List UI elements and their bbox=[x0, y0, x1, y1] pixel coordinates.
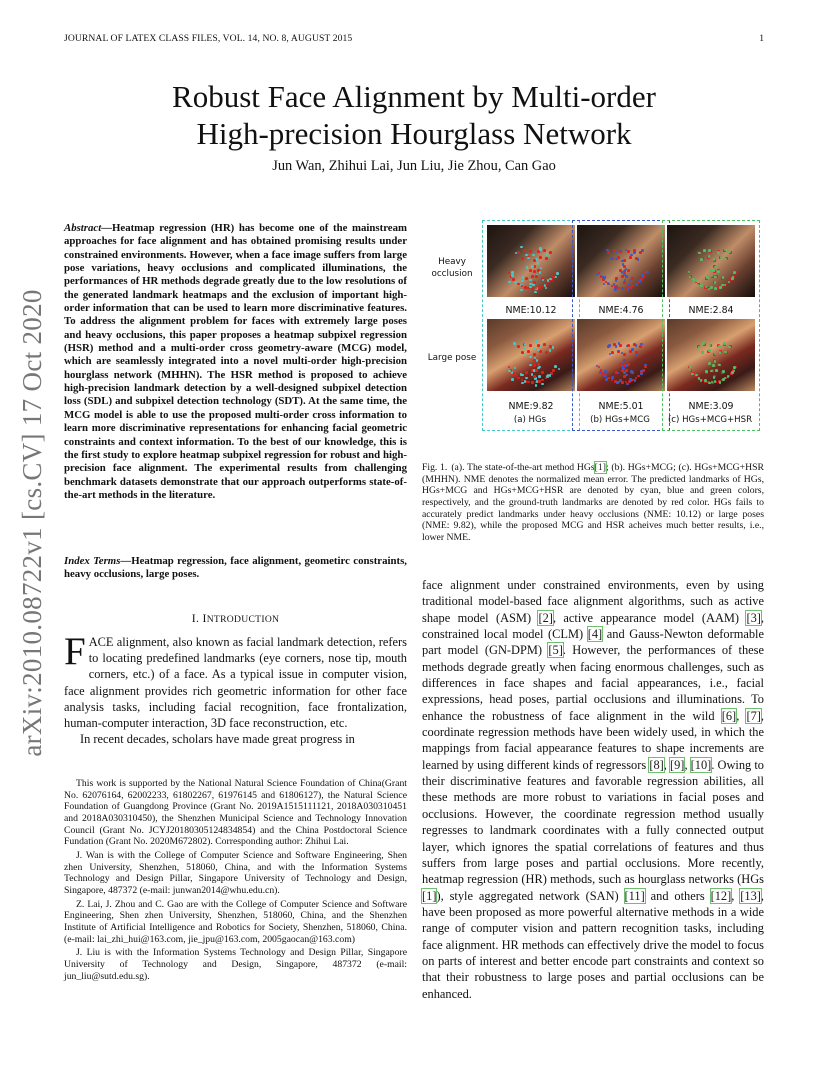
predicted-landmark bbox=[529, 364, 532, 367]
figure-caption bbox=[422, 462, 764, 544]
face-image-pose-hsr bbox=[667, 319, 755, 391]
citation-link[interactable]: [10] bbox=[690, 757, 712, 772]
ground-truth-landmark bbox=[527, 350, 530, 353]
predicted-landmark bbox=[714, 287, 717, 290]
running-header: JOURNAL OF LATEX CLASS FILES, VOL. 14, NO. 8, AUGUST 2015 bbox=[64, 33, 353, 44]
ground-truth-landmark bbox=[535, 275, 538, 278]
ground-truth-landmark bbox=[531, 381, 534, 384]
predicted-landmark bbox=[714, 360, 717, 363]
predicted-landmark bbox=[627, 288, 630, 291]
predicted-landmark bbox=[710, 370, 713, 373]
column-label-c: (c) HGs+MCG+HSR bbox=[667, 415, 753, 425]
predicted-landmark bbox=[529, 279, 532, 282]
face-image-pose-mcg bbox=[577, 319, 665, 391]
ground-truth-landmark bbox=[533, 281, 536, 284]
title-line-2: High-precision Hourglass Network bbox=[196, 116, 632, 151]
predicted-landmark bbox=[713, 376, 716, 379]
predicted-landmark bbox=[547, 279, 550, 282]
ground-truth-landmark bbox=[541, 379, 544, 382]
ground-truth-landmark bbox=[512, 278, 515, 281]
page-number: 1 bbox=[759, 33, 764, 44]
nme-label: NME:2.84 bbox=[688, 305, 734, 316]
predicted-landmark bbox=[534, 291, 537, 294]
predicted-landmark bbox=[615, 279, 618, 282]
predicted-landmark bbox=[708, 249, 711, 252]
ground-truth-landmark bbox=[644, 366, 647, 369]
ground-truth-landmark bbox=[529, 250, 532, 253]
predicted-landmark bbox=[646, 271, 649, 274]
predicted-landmark bbox=[717, 270, 720, 273]
predicted-landmark bbox=[720, 256, 723, 259]
nme-label: NME:5.01 bbox=[598, 401, 644, 412]
predicted-landmark bbox=[620, 250, 623, 253]
predicted-landmark bbox=[626, 383, 629, 386]
predicted-landmark bbox=[697, 284, 700, 287]
predicted-landmark bbox=[637, 258, 640, 261]
ground-truth-landmark bbox=[629, 256, 632, 259]
footnote-liu: J. Liu is with the Information Systems Technology and Design Pillar, Singapore University of Technology and Design, Singapore, 487372 (e-mail: jun_liu@sutd.edu.sg). bbox=[64, 947, 407, 982]
predicted-landmark bbox=[698, 377, 701, 380]
predicted-landmark bbox=[719, 381, 722, 384]
column-label-b: (b) HGs+MCG bbox=[590, 415, 650, 425]
predicted-landmark bbox=[704, 379, 707, 382]
ground-truth-landmark bbox=[623, 353, 626, 356]
predicted-landmark bbox=[714, 276, 717, 279]
predicted-landmark bbox=[540, 345, 543, 348]
abstract-label: Abstract bbox=[64, 222, 102, 234]
predicted-landmark bbox=[532, 254, 535, 257]
index-terms-label: Index Terms bbox=[64, 555, 121, 567]
section-heading bbox=[64, 611, 407, 626]
abstract-text: —Heatmap regression (HR) has become one of the mainstream approaches for face alignment and has obtained promising results under constrained environments. However, when a face image suffers from large pose variations, heavy occlusions and complicated illuminations, the performances of HR methods degrade greatly due to the low resolutions of the generated landmark heatmaps and the exclusion of important high-order information that can be used to learn more discriminative features. To address the alignment problem for faces with extremely large poses and heavy occlusions, this paper proposes a heatmap subpixel regression (HSR) method and a multi-order cross geometry-aware (MCG) model, which are seamlessly integrated into a novel multi-order high-precision hourglass network (MHHN). The HSR method is proposed to achieve high-precision landmark detection by a well-designed subpixel detection loss (SDL) and subpixel detection technology (SDT). At the same time, the MCG model is able to use the proposed multi-order cross information to learn more discriminative representations for enhancing facial geometric constraints and context information. To the best of our knowledge, this is the first study to explore heatmap subpixel regression for robust and high-precision face alignment. The experimental results from challenging benchmark datasets demonstrate that our approach outperforms state-of-the-art methods in the literature. bbox=[64, 222, 407, 501]
predicted-landmark bbox=[537, 349, 540, 352]
nme-label: NME:9.82 bbox=[508, 401, 554, 412]
nme-label: NME:3.09 bbox=[688, 401, 734, 412]
predicted-landmark bbox=[527, 257, 530, 260]
ground-truth-landmark bbox=[529, 269, 532, 272]
predicted-landmark bbox=[722, 276, 725, 279]
predicted-landmark bbox=[538, 375, 541, 378]
predicted-landmark bbox=[703, 249, 706, 252]
ground-truth-landmark bbox=[611, 379, 614, 382]
caption-text-1: (a). The state-of-the-art method HGs bbox=[451, 462, 595, 473]
predicted-landmark bbox=[708, 349, 711, 352]
predicted-landmark bbox=[629, 379, 632, 382]
predicted-landmark bbox=[535, 384, 538, 387]
citation-link[interactable]: [6] bbox=[721, 708, 737, 723]
predicted-landmark bbox=[542, 279, 545, 282]
predicted-landmark bbox=[549, 374, 552, 377]
predicted-landmark bbox=[604, 370, 607, 373]
predicted-landmark bbox=[616, 381, 619, 384]
predicted-landmark bbox=[712, 364, 715, 367]
predicted-landmark bbox=[615, 345, 618, 348]
predicted-landmark bbox=[689, 276, 692, 279]
predicted-landmark bbox=[709, 344, 712, 347]
predicted-landmark bbox=[698, 252, 701, 255]
predicted-landmark bbox=[731, 371, 734, 374]
predicted-landmark bbox=[715, 369, 718, 372]
predicted-landmark bbox=[700, 379, 703, 382]
ground-truth-landmark bbox=[639, 345, 642, 348]
ground-truth-landmark bbox=[538, 380, 541, 383]
predicted-landmark bbox=[689, 365, 692, 368]
predicted-landmark bbox=[702, 342, 705, 345]
predicted-landmark bbox=[719, 351, 722, 354]
predicted-landmark bbox=[599, 371, 602, 374]
intro-para-1-text: alignment, also known as facial landmark detection, refers to locating predefined landmarks (eye corners, nose tip, mouth corners, etc.) of a face. As a typical issue in computer vision, face alignment provides rich geometric information for other face analysis tasks, including facial recognition, face frontalization, human-computer interaction, 3D face reconstruction, etc. bbox=[64, 635, 407, 731]
predicted-landmark bbox=[718, 364, 721, 367]
predicted-landmark bbox=[549, 349, 552, 352]
ground-truth-landmark bbox=[535, 369, 538, 372]
predicted-landmark bbox=[705, 370, 708, 373]
footnotes bbox=[64, 778, 407, 984]
predicted-landmark bbox=[524, 354, 527, 357]
predicted-landmark bbox=[733, 271, 736, 274]
ground-truth-landmark bbox=[539, 256, 542, 259]
predicted-landmark bbox=[508, 370, 511, 373]
predicted-landmark bbox=[531, 373, 534, 376]
citation-link[interactable]: [1] bbox=[594, 462, 606, 473]
predicted-landmark bbox=[626, 345, 629, 348]
predicted-landmark bbox=[596, 273, 599, 276]
ground-truth-landmark bbox=[533, 353, 536, 356]
citation-link[interactable]: [12] bbox=[710, 888, 732, 903]
predicted-landmark bbox=[524, 380, 527, 383]
predicted-landmark bbox=[540, 267, 543, 270]
predicted-landmark bbox=[552, 346, 555, 349]
citation-link[interactable]: [7] bbox=[746, 708, 761, 723]
predicted-landmark bbox=[548, 255, 551, 258]
predicted-landmark bbox=[607, 282, 610, 285]
intro-lead: ACE bbox=[88, 635, 114, 649]
predicted-landmark bbox=[706, 276, 709, 279]
predicted-landmark bbox=[605, 378, 608, 381]
predicted-landmark bbox=[511, 274, 514, 277]
predicted-landmark bbox=[723, 342, 726, 345]
caption-label: Fig. 1. bbox=[422, 462, 448, 473]
figure-column-mcg bbox=[572, 220, 670, 431]
predicted-landmark bbox=[522, 276, 525, 279]
ground-truth-landmark bbox=[552, 275, 555, 278]
citation-link[interactable]: [5] bbox=[548, 643, 563, 658]
predicted-landmark bbox=[618, 342, 621, 345]
predicted-landmark bbox=[603, 283, 606, 286]
abstract bbox=[64, 222, 407, 502]
footnote-wan: J. Wan is with the College of Computer Science and Software Engineering, Shen zhen University, Shenzhen, 518060, China, and with the Information Systems Technology and Design Pillar, Singapore University of Technology and Design, Singapore, 487372 (e-mail: junwan2014@whu.edu.cn). bbox=[64, 849, 407, 896]
drop-cap: F bbox=[64, 630, 86, 673]
section-first-letter: I bbox=[202, 611, 207, 625]
ground-truth-landmark bbox=[623, 281, 626, 284]
predicted-landmark bbox=[558, 368, 561, 371]
ground-truth-landmark bbox=[543, 343, 546, 346]
ground-truth-landmark bbox=[545, 257, 548, 260]
author-list: Jun Wan, Zhihui Lai, Jun Liu, Jie Zhou, Can Gao bbox=[272, 158, 556, 174]
predicted-landmark bbox=[524, 347, 527, 350]
predicted-landmark bbox=[714, 353, 717, 356]
ground-truth-landmark bbox=[521, 257, 524, 260]
figure-1 bbox=[422, 220, 764, 440]
citation-link[interactable]: [9] bbox=[669, 757, 685, 772]
ground-truth-landmark bbox=[533, 259, 536, 262]
predicted-landmark bbox=[624, 359, 627, 362]
predicted-landmark bbox=[719, 286, 722, 289]
predicted-landmark bbox=[718, 345, 721, 348]
section-numeral: I. bbox=[191, 611, 203, 625]
arxiv-stamp: arXiv:2010.08722v1 [cs.CV] 17 Oct 2020 bbox=[17, 289, 47, 757]
predicted-landmark bbox=[712, 269, 715, 272]
face-image-occlusion-mcg bbox=[577, 225, 665, 297]
predicted-landmark bbox=[708, 362, 711, 365]
predicted-landmark bbox=[644, 364, 647, 367]
intro-paragraph-1 bbox=[64, 630, 407, 731]
ground-truth-landmark bbox=[529, 344, 532, 347]
ground-truth-landmark bbox=[549, 251, 552, 254]
predicted-landmark bbox=[539, 247, 542, 250]
predicted-landmark bbox=[698, 346, 701, 349]
predicted-landmark bbox=[514, 367, 517, 370]
row-label-large-pose: Large pose bbox=[427, 353, 477, 363]
predicted-landmark bbox=[622, 263, 625, 266]
predicted-landmark bbox=[713, 258, 716, 261]
predicted-landmark bbox=[708, 382, 711, 385]
predicted-landmark bbox=[700, 284, 703, 287]
predicted-landmark bbox=[513, 342, 516, 345]
predicted-landmark bbox=[691, 373, 694, 376]
predicted-landmark bbox=[508, 281, 511, 284]
ground-truth-landmark bbox=[533, 375, 536, 378]
nme-label: NME:10.12 bbox=[505, 305, 557, 316]
predicted-landmark bbox=[541, 383, 544, 386]
predicted-landmark bbox=[710, 286, 713, 289]
ground-truth-landmark bbox=[523, 249, 526, 252]
ground-truth-landmark bbox=[524, 286, 527, 289]
column-label-a: (a) HGs bbox=[513, 415, 547, 425]
ground-truth-landmark bbox=[627, 269, 630, 272]
predicted-landmark bbox=[608, 344, 611, 347]
face-image-pose-hgs bbox=[487, 319, 575, 391]
ground-truth-landmark bbox=[545, 377, 548, 380]
predicted-landmark bbox=[529, 356, 532, 359]
ground-truth-landmark bbox=[525, 277, 528, 280]
predicted-landmark bbox=[731, 277, 734, 280]
ground-truth-landmark bbox=[543, 249, 546, 252]
predicted-landmark bbox=[630, 370, 633, 373]
ground-truth-landmark bbox=[527, 381, 530, 384]
ground-truth-landmark bbox=[541, 371, 544, 374]
predicted-landmark bbox=[545, 287, 548, 290]
face-image-occlusion-hgs bbox=[487, 225, 575, 297]
predicted-landmark bbox=[614, 288, 617, 291]
predicted-landmark bbox=[695, 374, 698, 377]
predicted-landmark bbox=[524, 343, 527, 346]
predicted-landmark bbox=[625, 364, 628, 367]
ground-truth-landmark bbox=[533, 270, 536, 273]
predicted-landmark bbox=[549, 278, 552, 281]
predicted-landmark bbox=[722, 378, 725, 381]
predicted-landmark bbox=[724, 351, 727, 354]
predicted-landmark bbox=[641, 274, 644, 277]
ground-truth-landmark bbox=[631, 277, 634, 280]
predicted-landmark bbox=[692, 278, 695, 281]
predicted-landmark bbox=[728, 281, 731, 284]
paper-title bbox=[90, 78, 738, 152]
predicted-landmark bbox=[536, 359, 539, 362]
citation-link[interactable]: [11] bbox=[624, 888, 645, 903]
predicted-landmark bbox=[526, 266, 529, 269]
index-terms bbox=[64, 555, 407, 582]
predicted-landmark bbox=[520, 246, 523, 249]
ground-truth-landmark bbox=[517, 251, 520, 254]
section-title-rest: NTRODUCTION bbox=[206, 614, 280, 625]
nme-label: NME:4.76 bbox=[598, 305, 644, 316]
predicted-landmark bbox=[717, 251, 720, 254]
predicted-landmark bbox=[714, 380, 717, 383]
ground-truth-landmark bbox=[627, 250, 630, 253]
ground-truth-landmark bbox=[637, 375, 640, 378]
predicted-landmark bbox=[535, 340, 538, 343]
predicted-landmark bbox=[633, 251, 636, 254]
ground-truth-landmark bbox=[521, 285, 524, 288]
predicted-landmark bbox=[554, 365, 557, 368]
citation-link[interactable]: [3] bbox=[746, 610, 761, 625]
predicted-landmark bbox=[617, 372, 620, 375]
ground-truth-landmark bbox=[525, 371, 528, 374]
predicted-landmark bbox=[515, 252, 518, 255]
predicted-landmark bbox=[533, 347, 536, 350]
predicted-landmark bbox=[521, 374, 524, 377]
predicted-landmark bbox=[520, 289, 523, 292]
right-column-paragraph: face alignment under constrained environments, even by using traditional model-based face alignment algorithms, such as active shape model (ASM) [2], active appearance model (AAM) [3], constrained local model (CLM) [4] and Gauss-Newton deformable part model (GN-DPM) [5]. However, the performances of these methods degrade greatly when facing enormous challenges, such as differences in face shapes and facial appearances, i.e., facial expressions, head poses, partial occlusions and illuminations. To enhance the robustness of face alignment in the wild [6], [7], coordinate regression methods have been widely used, in which the mappings from facial appearance features to shape increments are learned by using different kinds of regressors [8], [9], [10]. Owing to their discriminative features and favorable regression abilities, all these methods are more robust to variations in facial poses and occlusions. However, the coordinate regression method usually regresses to landmark coordinates with a fully connected output layer, which ignores the spatial correlations of features and thus suffers from large poses and partial occlusions. More recently, heatmap regression (HR) methods, such as hourglass networks (HGs [1]), style aggregated network (SAN) [11] and others [12], [13], have been proposed as more powerful alternative methods in a wide range of computer vision and pattern recognition tasks, including face alignment. HR methods can effectively drive the model to focus on parts of interest and better encode part constraints and context so that their robustness to large poses and partial occlusions can be enhanced. bbox=[422, 578, 765, 1001]
ground-truth-landmark bbox=[517, 345, 520, 348]
ground-truth-landmark bbox=[552, 369, 555, 372]
predicted-landmark bbox=[531, 265, 534, 268]
predicted-landmark bbox=[728, 346, 731, 349]
predicted-landmark bbox=[714, 266, 717, 269]
row-label-heavy-occlusion: Heavy occlusion bbox=[431, 257, 473, 279]
citation-link[interactable]: [8] bbox=[649, 757, 664, 772]
footnote-lai-zhou-gao: Z. Lai, J. Zhou and C. Gao are with the College of Computer Science and Software Engineering, Shen zhen University, Shenzhen, 518060, China, and the Shenzhen Institute of Artificial Intelligence and Robotics for Society, Shenzhen, 518060, China.(e-mail: lai_zhi_hui@163.com, jie_jpu@163.com, 2005gaocan@163.com) bbox=[64, 898, 407, 945]
ground-truth-landmark bbox=[508, 366, 511, 369]
predicted-landmark bbox=[724, 249, 727, 252]
predicted-landmark bbox=[621, 287, 624, 290]
citation-link[interactable]: [13] bbox=[740, 888, 761, 903]
intro-right-column bbox=[422, 577, 764, 1002]
intro-paragraph-2: In recent decades, scholars have made great progress in bbox=[80, 732, 355, 747]
predicted-landmark bbox=[615, 251, 618, 254]
ground-truth-landmark bbox=[538, 286, 541, 289]
predicted-landmark bbox=[514, 281, 517, 284]
face-image-occlusion-hsr bbox=[667, 225, 755, 297]
predicted-landmark bbox=[722, 370, 725, 373]
ground-truth-landmark bbox=[598, 366, 601, 369]
predicted-landmark bbox=[700, 258, 703, 261]
predicted-landmark bbox=[634, 379, 637, 382]
ground-truth-landmark bbox=[508, 272, 511, 275]
predicted-landmark bbox=[701, 351, 704, 354]
caption-text-2: ; (b). HGs+MCG; (c). HGs+MCG+HSR (MHHN). NME denotes the normalized mean error. The predicted landmarks of HGs, HGs+MCG and HGs+MCG+HSR are denoted by cyan, blue and green colors, respectively, and the ground-truth landmarks are denoted by red color. HGs fails to accurately predict landmarks under heavy occlusions (NME: 10.12) or large poses (NME: 9.82), while the proposed MCG and HSR acheives much better results, i.e., lower NME. bbox=[422, 462, 764, 543]
figure-column-hsr bbox=[662, 220, 760, 431]
predicted-landmark bbox=[631, 348, 634, 351]
predicted-landmark bbox=[511, 378, 514, 381]
predicted-landmark bbox=[521, 280, 524, 283]
ground-truth-landmark bbox=[545, 351, 548, 354]
predicted-landmark bbox=[714, 281, 717, 284]
ground-truth-landmark bbox=[533, 364, 536, 367]
figure-column-hgs bbox=[482, 220, 580, 431]
predicted-landmark bbox=[641, 249, 644, 252]
index-terms-text: —Heatmap regression, face alignment, geometirc constraints, heavy occlusions, large poses. bbox=[64, 555, 407, 581]
footnote-funding: This work is supported by the National Natural Science Foundation of China(Grant No. 62076164, 62002233, 61802267, 61976145 and 61806127), the Natural Science Foundation of Guangdong Province (Grant No. 2019A1515111121, 2018A030310451 and 2018A030310450), the Shenzhen Municipal Science and Technology Innovation Council (Grant No. JCYJ20180305124834854) and the China Postdoctoral Science Fundation (Grant No. 2020M672802). Corresponding author: Zhihui Lai. bbox=[64, 778, 407, 848]
citation-link[interactable]: [1] bbox=[422, 888, 437, 903]
ground-truth-landmark bbox=[611, 351, 614, 354]
predicted-landmark bbox=[537, 262, 540, 265]
ground-truth-landmark bbox=[531, 275, 534, 278]
predicted-landmark bbox=[724, 258, 727, 261]
citation-link[interactable]: [2] bbox=[538, 610, 553, 625]
predicted-landmark bbox=[539, 271, 542, 274]
ground-truth-landmark bbox=[607, 251, 610, 254]
predicted-landmark bbox=[636, 283, 639, 286]
ground-truth-landmark bbox=[541, 285, 544, 288]
citation-link[interactable]: [4] bbox=[587, 627, 603, 642]
ground-truth-landmark bbox=[521, 379, 524, 382]
predicted-landmark bbox=[621, 260, 624, 263]
predicted-landmark bbox=[556, 272, 559, 275]
predicted-landmark bbox=[529, 286, 532, 289]
predicted-landmark bbox=[611, 376, 614, 379]
ground-truth-landmark bbox=[521, 351, 524, 354]
predicted-landmark bbox=[635, 344, 638, 347]
title-line-1: Robust Face Alignment by Multi-order bbox=[172, 79, 656, 114]
ground-truth-landmark bbox=[517, 377, 520, 380]
predicted-landmark bbox=[708, 255, 711, 258]
predicted-landmark bbox=[615, 258, 618, 261]
intro-text bbox=[64, 630, 407, 747]
predicted-landmark bbox=[529, 283, 532, 286]
